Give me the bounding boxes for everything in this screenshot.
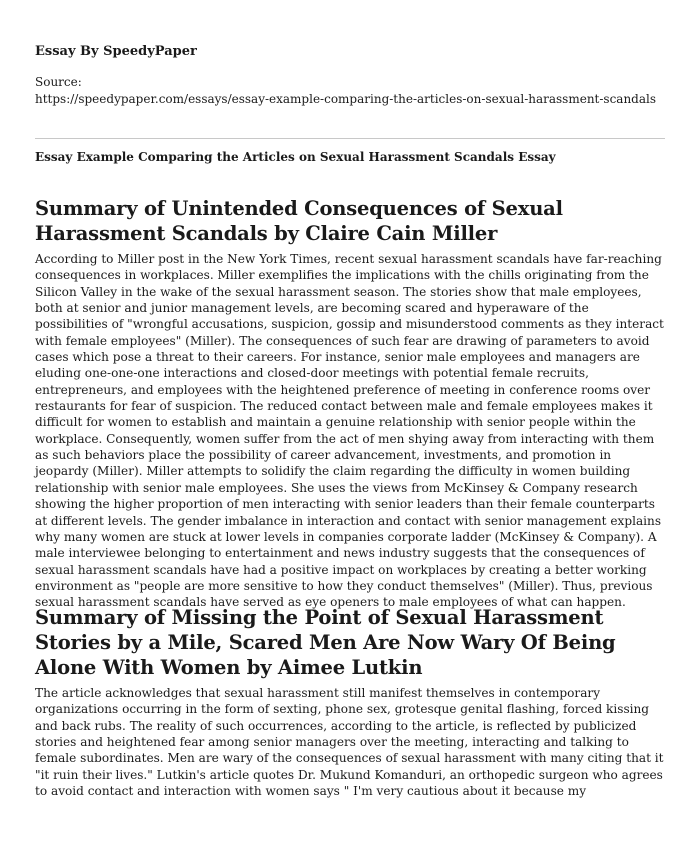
section-2-body: The article acknowledges that sexual harassment still manifest themselves in contemporary organizations occurring in the form of sexting, phone sex, grotesque genital flashing, forced kissing and back rubs. The reality of such occurrences, according to the article, is reflected by publicized stories and heightened fear among senior managers over the meeting, interacting and talking to female subordinates. Men are wary of the consequences of sexual harassment with many citing that it "it ruin their lives." Lutkin's article quotes Dr. Mukund Komanduri, an orthopedic surgeon who agrees to avoid contact and interaction with women says " I'm very cautious about it because my	[35, 686, 664, 799]
source-url[interactable]: https://speedypaper.com/essays/essay-example-comparing-the-articles-on-sexual-harassment-scandals	[35, 91, 657, 106]
source-label: Source:	[35, 75, 82, 89]
document-title: Essay Example Comparing the Articles on Sexual Harassment Scandals Essay	[35, 150, 556, 164]
section-1-body: According to Miller post in the New York Times, recent sexual harassment scandals have far-reaching consequences in workplaces. Miller exemplifies the implications with the chills originating from the Silicon Valley in the wake of the sexual harassment season. The stories show that male employees, both at senior and junior management levels, are becoming scared and hyperaware of the possibilities of "wrongful accusations, suspicion, gossip and misunderstood comments as they interact with female employees" (Miller). The consequences of such fear are drawing of parameters to avoid cases which pose a threat to their careers. For instance, senior male employees and managers are eluding one-one-one interactions and closed-door meetings with potential female recruits, entrepreneurs, and employees with the heightened preference of meeting in conference rooms over restaurants for fear of suspicion. The reduced contact between male and female employees makes it difficult for women to establish and maintain a genuine relationship with senior people within the workplace. Consequently, women suffer from the act of men shying away from interacting with them as such behaviors place the possibility of career advancement, investments, and promotion in jeopardy (Miller). Miller attempts to solidify the claim regarding the difficulty in women building relationship with senior male employees. She uses the views from McKinsey & Company research showing the higher proportion of men interacting with senior leaders than their female counterparts at different levels. The gender imbalance in interaction and contact with senior management explains why many women are stuck at lower levels in companies corporate ladder (McKinsey & Company). A male interviewee belonging to entertainment and news industry suggests that the consequences of sexual harassment scandals have had a positive impact on workplaces by creating a better working environment as "people are more sensitive to how they conduct themselves" (Miller). Thus, previous sexual harassment scandals have served as eye openers to male employees of what can happen.	[35, 252, 664, 610]
section-1-heading: Summary of Unintended Consequences of Sexual Harassment Scandals by Claire Cain Miller	[35, 197, 563, 245]
divider	[35, 138, 665, 139]
brand-title: Essay By SpeedyPaper	[35, 44, 197, 59]
source-block	[35, 74, 665, 107]
section-2-heading: Summary of Missing the Point of Sexual Harassment Stories by a Mile, Scared Men Are Now Wary Of Being Alone With Women by Aimee Lutkin	[35, 606, 616, 679]
